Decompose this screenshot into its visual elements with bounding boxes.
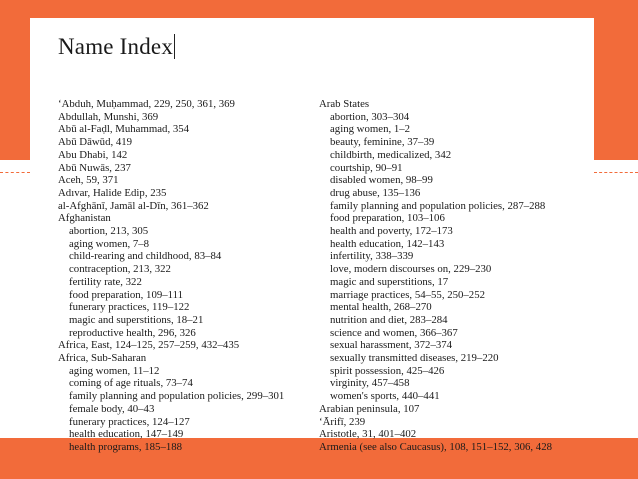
index-subentry: nutrition and diet, 283–284 <box>330 313 448 326</box>
dashed-rule-right <box>594 172 638 173</box>
dashed-rule-left <box>0 172 30 173</box>
index-subentry: health and poverty, 172–173 <box>330 225 453 238</box>
index-subentry: family planning and population policies, 287–288 <box>330 199 546 212</box>
index-subentry: women's sports, 440–441 <box>330 390 440 403</box>
index-subentry: aging women, 7–8 <box>69 237 150 250</box>
index-entry: Aristotle, 31, 401–402 <box>319 428 417 441</box>
index-subentry: fertility rate, 322 <box>69 275 142 288</box>
index-entry: Arabian peninsula, 107 <box>319 402 420 415</box>
index-subentry: abortion, 213, 305 <box>69 225 149 238</box>
index-subentry: food preparation, 109–111 <box>69 288 184 301</box>
index-subentry: beauty, feminine, 37–39 <box>330 136 435 149</box>
index-subentry: food preparation, 103–106 <box>330 212 445 225</box>
index-subentry: sexually transmitted diseases, 219–220 <box>330 352 499 365</box>
index-subentry: funerary practices, 124–127 <box>69 415 190 428</box>
index-subentry: drug abuse, 135–136 <box>330 186 421 199</box>
index-subentry: courtship, 90–91 <box>330 161 403 174</box>
text-cursor <box>174 34 175 59</box>
index-subentry: sexual harassment, 372–374 <box>330 339 453 352</box>
page-title <box>58 34 175 60</box>
index-subentry: science and women, 366–367 <box>330 326 458 339</box>
index-column-right <box>319 98 591 454</box>
index-subentry: mental health, 268–270 <box>330 301 432 314</box>
index-entry: Adıvar, Halide Edip, 235 <box>58 186 167 199</box>
index-subentry: aging women, 11–12 <box>69 364 160 377</box>
index-subentry: disabled women, 98–99 <box>330 174 433 187</box>
index-subentry: magic and superstitions, 18–21 <box>69 313 204 326</box>
index-subentry: female body, 40–43 <box>69 402 155 415</box>
index-subentry: family planning and population policies, 299–301 <box>69 390 285 403</box>
index-entry: Arab States <box>319 98 370 110</box>
index-subentry: marriage practices, 54–55, 250–252 <box>330 288 486 301</box>
index-subentry: virginity, 457–458 <box>330 377 410 390</box>
index-entry: Africa, East, 124–125, 257–259, 432–435 <box>58 339 240 352</box>
index-subentry: magic and superstitions, 17 <box>330 275 449 288</box>
index-subentry: child-rearing and childhood, 83–84 <box>69 250 222 263</box>
index-entry: ʻĀrifī, 239 <box>319 415 366 428</box>
index-entry: Afghanistan <box>58 212 111 225</box>
index-entry: Abdullah, Munshi, 369 <box>58 110 159 123</box>
index-subentry: health education, 142–143 <box>330 237 445 250</box>
index-subentry: reproductive health, 296, 326 <box>69 326 196 339</box>
index-subentry: childbirth, medicalized, 342 <box>330 148 452 161</box>
index-subentry: love, modern discourses on, 229–230 <box>330 263 492 276</box>
page-title-text: Name Index <box>58 34 174 59</box>
index-subentry: spirit possession, 425–426 <box>330 364 445 377</box>
index-entry: Abu Dhabi, 142 <box>58 148 128 161</box>
index-subentry: health programs, 185–188 <box>69 440 183 453</box>
index-subentry: health education, 147–149 <box>69 428 184 441</box>
index-subentry: coming of age rituals, 73–74 <box>69 377 193 390</box>
index-entry: al-Afghānī, Jamāl al-Dīn, 361–362 <box>58 199 209 212</box>
index-entry: Abū al-Faḍl, Muhammad, 354 <box>58 123 190 136</box>
index-subentry: abortion, 303–304 <box>330 110 410 123</box>
index-entry: ʻAbduh, Muḥammad, 229, 250, 361, 369 <box>58 98 235 110</box>
index-subentry: contraception, 213, 322 <box>69 263 171 276</box>
index-entry: Abū Nuwās, 237 <box>58 161 131 174</box>
index-subentry: funerary practices, 119–122 <box>69 301 190 314</box>
index-entry: Africa, Sub-Saharan <box>58 352 147 365</box>
index-entry: Abū Dāwūd, 419 <box>58 136 133 149</box>
index-column-left <box>58 98 318 454</box>
index-entry: Armenia (see also Caucasus), 108, 151–152, 306, 428 <box>319 440 552 453</box>
index-subentry: infertility, 338–339 <box>330 250 414 263</box>
index-page <box>30 18 594 453</box>
index-entry: Aceh, 59, 371 <box>58 174 119 187</box>
index-subentry: aging women, 1–2 <box>330 123 411 136</box>
